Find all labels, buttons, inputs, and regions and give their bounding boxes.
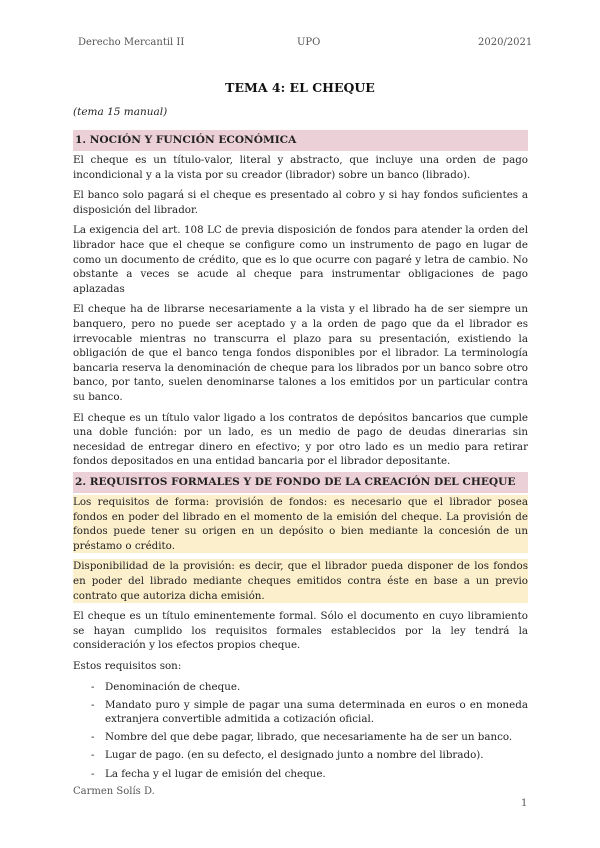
paragraph: El cheque es un título-valor, literal y abstracto, que incluye una orden de pago incondicional y a la vista por su creador (librador) sobre un banco (librado). (73, 154, 528, 181)
list-item: - Lugar de pago. (en su defecto, el designado junto a nombre del librado). (91, 749, 484, 762)
requirements-list (73, 680, 528, 782)
paragraph: El cheque es un título eminentemente formal. Sólo el documento en cuyo libramiento se hayan cumplido los requisitos formales establecidos por la ley tendrá la consideración y los efectos propios cheque. (73, 610, 528, 652)
list-item-text: Denominación de cheque. (105, 680, 241, 693)
list-item-text: Lugar de pago. (en su defecto, el designado junto a nombre del librado). (105, 749, 484, 762)
list-item-text: Mandato puro y simple de pagar una suma determinada en euros o en moneda extranjera convertible admitida a cotización oficial. (105, 698, 528, 726)
section-1-body (73, 153, 528, 469)
section-2 (73, 472, 528, 493)
section-2-heading: 2. REQUISITOS FORMALES Y DE FONDO DE LA CREACIÓN DEL CHEQUE (73, 472, 528, 493)
document-title: TEMA 4: EL CHEQUE (225, 80, 375, 95)
highlighted-paragraph: Los requisitos de forma: provisión de fondos: es necesario que el librador posea fondos en poder del librado en el momento de la emisión del cheque. La provisión de fondos puede tener su origen en un depósito o bien mediante la concesión de un préstamo o crédito. (73, 496, 528, 552)
header-university: UPO (297, 37, 321, 48)
document-subtitle: (tema 15 manual) (73, 106, 168, 118)
list-item: - Denominación de cheque. (91, 680, 241, 693)
section-1-heading: 1. NOCIÓN Y FUNCIÓN ECONÓMICA (73, 130, 528, 151)
header-year: 2020/2021 (478, 37, 533, 48)
paragraph: El banco solo pagará si el cheque es presentado al cobro y si hay fondos suficientes a disposición del librador. (73, 189, 528, 216)
list-item-text: Nombre del que debe pagar, librado, que necesariamente ha de ser un banco. (105, 731, 513, 744)
list-item: - Mandato puro y simple de pagar una suma determinada en euros o en moneda extranjera convertible admitida a cotización oficial. (91, 698, 528, 726)
header-course: Derecho Mercantil II (78, 37, 185, 48)
paragraph: El cheque ha de librarse necesariamente a la vista y el librado ha de ser siempre un banquero, pero no puede ser aceptado y a la orden de pago que da el librador es irrevocable mientras no transcurra el plazo para su presentación, existiendo la obligación de que el banco tenga fondos disponibles por el librador. La terminología bancaria reserva la denominación de cheque para los librados por un banco sobre otro banco, por tanto, suelen denominarse talones a los emitidos por un particular contra su banco. (73, 303, 528, 403)
list-item: - Nombre del que debe pagar, librado, que necesariamente ha de ser un banco. (91, 731, 513, 744)
list-item-text: La fecha y el lugar de emisión del cheque. (105, 767, 326, 780)
paragraph: La exigencia del art. 108 LC de previa disposición de fondos para atender la orden del librador hace que el cheque se configure como un instrumento de pago en lugar de como un documento de crédito, que es lo que ocurre con pagaré y letra de cambio. No obstante a veces se acude al cheque para instrumentar obligaciones de pago aplazadas (73, 224, 528, 295)
highlighted-paragraph: Disponibilidad de la provisión: es decir, que el librador pueda disponer de los fondos en poder del librado mediante cheques emitidos contra éste en base a un previo contrato que autoriza dicha emisión. (73, 560, 528, 602)
section-1 (73, 130, 528, 151)
list-item: - La fecha y el lugar de emisión del cheque. (91, 767, 326, 780)
page-number: 1 (521, 798, 528, 809)
section-2-body (73, 495, 528, 785)
paragraph: El cheque es un título valor ligado a los contratos de depósitos bancarios que cumple una doble función: por un lado, es un medio de pago de deudas dinerarias sin necesidad de entregar dinero en efectivo; y por otro lado es un medio para retirar fondos depositados en una entidad bancaria por el librador depositante. (73, 411, 528, 468)
footer-author: Carmen Solís D. (73, 786, 155, 797)
list-intro: Estos requisitos son: (73, 659, 182, 672)
